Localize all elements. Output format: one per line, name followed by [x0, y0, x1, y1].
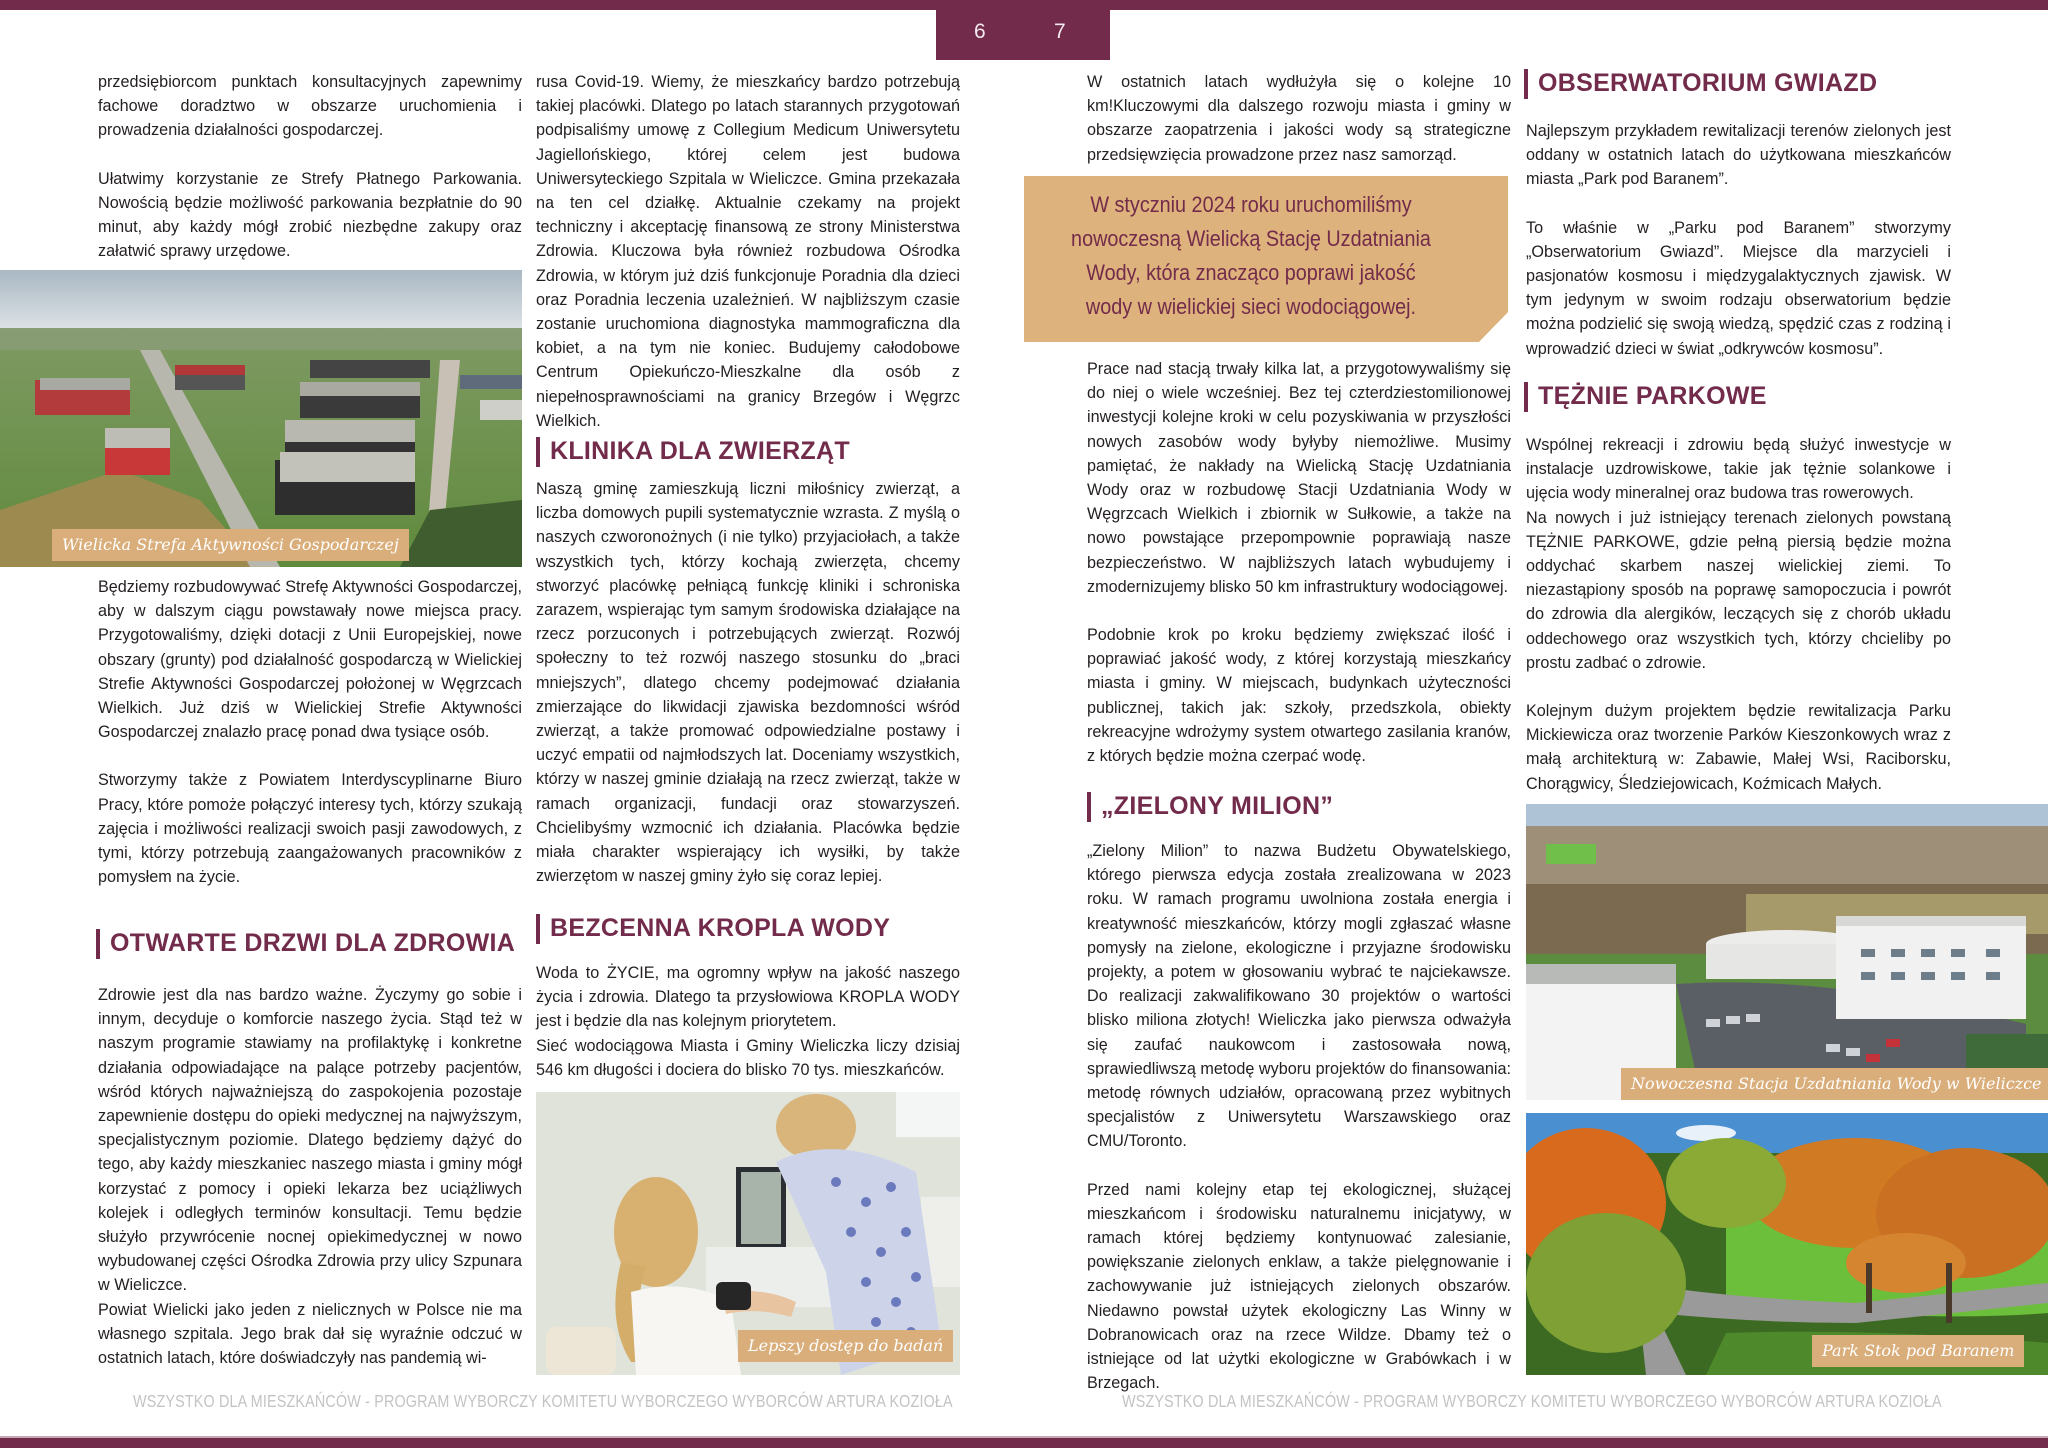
paragraph: Najlepszym przykładem rewitalizacji terenów zielonych jest oddany w ostatnich latach do użytkowana mieszkańców miasta „Park pod Baranem”. [1526, 122, 1951, 189]
photo-caption: Lepszy dostęp do badań [738, 1330, 953, 1362]
section-green-million [1087, 790, 1517, 822]
footer-right: WSZYSTKO DLA MIESZKAŃCÓW - PROGRAM WYBORCZY KOMITETU WYBORCZEGO WYBORCÓW ARTURA KOZIOŁA [1122, 1391, 1942, 1411]
paragraph: Przed nami kolejny etap tej ekologicznej, służącej mieszkańcom i środowisku naturalnemu inicjatywy, w ramach której będziemy kontynuować zalesianie, powiększanie zielonych enklaw, a także pielęgnowanie i zachowywanie już istniejących zielonych obszarów. Niedawno powstał użytek ekologiczny Las Winny w Dobranowicach oraz na rzece Wildze. Dbamy też o istniejące od lat użytki ekologiczne w Grabówkach i w Brzegach. [1087, 1180, 1511, 1393]
water-station-image [1526, 804, 2048, 1100]
column-3-top [1087, 70, 1511, 191]
section-heading-green-million: „ZIELONY MILION” [1087, 790, 1517, 822]
footer-left: WSZYSTKO DLA MIESZKAŃCÓW - PROGRAM WYBORCZY KOMITETU WYBORCZEGO WYBORCÓW ARTURA KOZIOŁA [133, 1391, 953, 1411]
column-4-middle [1526, 433, 1951, 820]
page-number-right: 7 [1054, 20, 1066, 43]
photo-caption: Park Stok pod Baranem [1812, 1335, 2024, 1367]
photo-caption: Nowoczesna Stacja Uzdatniania Wody w Wieliczce [1621, 1068, 2048, 1100]
paragraph: Stworzymy także z Powiatem Interdyscyplinarne Biuro Pracy, które pomoże połączyć interesy tych, którzy szukają zajęcia i możliwości realizacji swoich pasji zawodowych, z tymi, którzy potrzebują zaangażowanych pracowników z pomysłem na życie. [98, 771, 522, 887]
paragraph: Podobnie krok po kroku będziemy zwiększać ilość i poprawiać jakość wody, z której korzystają mieszkańcy miasta i gminy. W miejscach, budynkach użyteczności publicznej, takich jak: szkoły, przedszkola, obiekty rekreacyjne wdrożymy system otwartego zasilania kranów, z których będzie można czerpać wodę. [1087, 626, 1511, 766]
page-number-left: 6 [974, 20, 986, 43]
section-heading-observatory: OBSERWATORIUM GWIAZD [1524, 67, 2004, 99]
paragraph: Prace nad stacją trwały kilka lat, a przygotowywaliśmy się do niej o wiele wcześniej. Bez tej czterdziestomilionowej inwestycji kolejne kroki w celu pozyskiwania w przyszłości nowych zasobów wody byłyby niemożliwe. Musimy pamiętać, że nakłady na Wielicką Stację Uzdatniania Wody oraz w rozbudowę Stacji Uzdatniania Wody w Węgrzcach Wielkich i zbiornik w Sułkowie, a także na nowo powstające przepompownie poprawiają nasze bezpieczeństwo. W najbliższych latach wybudujemy i zmodernizujemy blisko 50 km infrastruktury wodociągowej. [1087, 360, 1511, 596]
page-number-tab [936, 8, 1110, 60]
column-1-bottom [98, 983, 522, 1370]
photo-medical-exam [536, 1092, 960, 1375]
paragraph: Naszą gminę zamieszkują liczni miłośnicy zwierząt, a liczba domowych pupili systematycznie wzrasta. Z myślą o naszych czworonożnych (i nie tylko) przyjaciołach, a także wszystkich tych, którzy kochają zwierzęta, chcemy stworzyć placówkę pełniącą funkcję kliniki i schroniska zarazem, wspierając tym samym środowiska działające na rzecz porzuconych i potrzebujących zwierząt. Rozwój społeczny to też rozwój naszego stosunku do „braci mniejszych”, dlatego chcemy podejmować działania zmierzające do likwidacji zjawiska bezdomności wśród zwierząt, a także promować odpowiedzialne postawy i uczyć empatii od najmłodszych lat. Doceniamy wszystkich, którzy w naszej gminie działają na rzecz zwierząt, także w ramach organizacji, fundacji oraz stowarzyszeń. Chcielibyśmy wzmocnić ich działania. Placówka będzie miała charakter wspierający ich wysiłki, by także zwierzętom w naszej gminy żyło się coraz lepiej. [536, 480, 960, 886]
bottom-border-bar [0, 1436, 2048, 1448]
paragraph: Powiat Wielicki jako jeden z nielicznych w Polsce nie ma własnego szpitala. Jego brak dał się wyraźnie odczuć w ostatnich latach, które doświadczyły nas pandemią wi- [98, 1300, 522, 1368]
paragraph: Woda to ŻYCIE, ma ogromny wpływ na jakość naszego życia i zdrowia. Dlatego ta przysłowiowa KROPLA WODY jest i będzie dla nas kolejnym priorytetem. [536, 964, 960, 1031]
section-water [536, 912, 966, 944]
paragraph: Kolejnym dużym projektem będzie rewitalizacja Parku Mickiewicza oraz tworzenie Parków Kieszonkowych wraz z małą architekturą w: Zabawie, Małej Wsi, Raciborsku, Chorągwicy, Śledziejowicach, Koźmicach Małych. [1526, 702, 1951, 793]
section-observatory [1524, 67, 2004, 99]
photo-caption: Wielicka Strefa Aktywności Gospodarczej [52, 529, 409, 561]
paragraph: Będziemy rozbudowywać Strefę Aktywności Gospodarczej, aby w dalszym ciągu powstawały nowe miejsca pracy. Przygotowaliśmy, dzięki dotacji z Unii Europejskiej, nowe obszary (grunty) pod działalność gospodarczą w Wielickiej Strefie Aktywności Gospodarczej położonej w Węgrzcach Wielkich. Już dziś w Wielickiej Strefie Aktywności Gospodarczej znalazło pracę ponad dwa tysiące osób. [98, 578, 522, 742]
section-heading-animals: KLINIKA DLA ZWIERZĄT [536, 435, 966, 467]
photo-park [1526, 1113, 2048, 1375]
section-heading-health: OTWARTE DRZWI DLA ZDROWIA [96, 927, 536, 959]
paragraph: Na nowych i już istniejący terenach zielonych powstaną TĘŻNIE PARKOWE, gdzie pełną piersią będzie można oddychać skarbem naszej wielickiej ziemi. To niezastąpiony sposób na poprawę samopoczucia i powrót do zdrowia dla alergików, leczących się z chorób układu oddechowego oraz wszystkich tych, którzy chcieliby po prostu zadbać o zdrowie. [1526, 508, 1951, 672]
column-2-top [536, 70, 960, 457]
column-1-middle [98, 575, 522, 913]
column-1-top [98, 70, 522, 287]
section-heading-water: BEZCENNA KROPLA WODY [536, 912, 966, 944]
paragraph: Wspólnej rekreacji i zdrowiu będą służyć inwestycje w instalacje uzdrowiskowe, takie jak tężnie solankowe i ujęcia wody mineralnej oraz budowa tras rowerowych. [1526, 436, 1951, 503]
column-2-bottom [536, 961, 960, 1082]
paragraph: przedsiębiorcom punktach konsultacyjnych zapewnimy fachowe doradztwo w obszarze uruchomienia i prowadzenia działalności gospodarczej. [98, 73, 522, 140]
paragraph: Zdrowie jest dla nas bardzo ważne. Życzymy go sobie i innym, decyduje o komforcie naszego życia. Stąd też w naszym programie stawiamy na profilaktykę i konkretne działania odpowiadające na palące potrzeby pacjentów, wśród których najważniejszą do zaspokojenia pozostaje zapewnienie dostępu do opieki medycznej na najwyższym, specjalistycznym poziomie. Dlatego będziemy dążyć do tego, aby każdy mieszkaniec naszego miasta i gminy mógł korzystać z pomocy i opieki lekarza bez uciążliwych kolejek i odległych terminów konsultacji. Temu będzie służyło przywrócenie nocnej opiekimedycznej w nowo wybudowanej części Ośrodka Zdrowia przy ulicy Szpunara w Wieliczce. [98, 986, 522, 1295]
column-4-top [1526, 119, 1951, 385]
section-graduation-towers [1524, 380, 2004, 412]
paragraph: rusa Covid-19. Wiemy, że mieszkańcy bardzo potrzebują takiej placówki. Dlatego po latach starannych przygotowań podpisaliśmy umowę z Collegium Medicum Uniwersytetu Jagiellońskiego, której celem jest budowa Uniwersyteckiego Szpitala w Wieliczce. Gmina przekazała na ten cel działkę. Aktualnie czekamy na projekt techniczny i akceptację finansową ze strony Ministerstwa Zdrowia. Kluczowa była również rozbudowa Ośrodka Zdrowia, w którym już dziś funkcjonuje Poradnia dla dzieci oraz Poradnia leczenia uzależnień. W najbliższym czasie zostanie uruchomiona diagnostyka mammograficzna dla kobiet, a na tym nie koniec. Budujemy całodobowe Centrum Opiekuńczo-Mieszkalne dla osób z niepełnosprawnościami na granicy Brzegów i Węgrzc Wielkich. [536, 73, 960, 430]
section-health [96, 927, 536, 959]
paragraph: Sieć wodociągowa Miasta i Gminy Wieliczka liczy dzisiaj 546 km długości i dociera do blisko 70 tys. mieszkańców. [536, 1036, 960, 1079]
section-animals [536, 435, 966, 467]
paragraph: To właśnie w „Parku pod Baranem” stworzymy „Obserwatorium Gwiazd”. Miejsce dla marzycieli i pasjonatów kosmosu i międzygalaktycznych zjawisk. W tym jedynym w swoim rodzaju obserwatorium będzie można podzielić się swoją wiedzą, spędzić czas z rodziną i wprowadzić dzieci w świat „odkrywców kosmosu”. [1526, 218, 1951, 358]
highlight-quote-text: W styczniu 2024 roku uruchomiliśmy nowoczesną Wielicką Stację Uzdatniania Wody, która znacząco poprawi jakość wody w wielickiej sieci wodociągowej. [1071, 192, 1431, 319]
section-heading-graduation-towers: TĘŻNIE PARKOWE [1524, 380, 2004, 412]
column-2-middle [536, 477, 960, 912]
paragraph: W ostatnich latach wydłużyła się o kolejne 10 km!Kluczowymi dla dalszego rozwoju miasta i gminy w obszarze zaopatrzenia i jakości wody są strategiczne przedsięwzięcia prowadzone przez nasz samorząd. [1087, 73, 1511, 164]
paragraph: „Zielony Milion” to nazwa Budżetu Obywatelskiego, którego pierwsza edycja została zrealizowana w 2023 roku. W ramach programu uwolniona została energia i kreatywność mieszkańców, którzy mogli zgłaszać własne pomysły na zielone, ekologiczne i przyjazne środowisku projekty, a potem w głosowaniu wybrać te najciekawsze. Do realizacji zakwalifikowano 30 projektów o wartości blisko miliona złotych! Wieliczka jako pierwsza odważyła się zaufać naukowcom i zastosowała nową, sprawiedliwszą metodę wyboru projektów do finansowania: metodę równych udziałów, opracowaną przez wybitnych specjalistów z Uniwersytetu Warszawskiego oraz CMU/Toronto. [1087, 842, 1511, 1151]
photo-water-station [1526, 804, 2048, 1100]
column-3-bottom [1087, 839, 1511, 1419]
aerial-industrial-image [0, 270, 522, 567]
paragraph: Ułatwimy korzystanie ze Strefy Płatnego Parkowania. Nowością będzie możliwość parkowania bezpłatnie do 90 minut, aby każdy mógł zrobić niezbędne zakupy oraz załatwić sprawy urzędowe. [98, 169, 522, 261]
column-3-middle [1087, 357, 1511, 792]
photo-industrial-zone [0, 270, 522, 567]
